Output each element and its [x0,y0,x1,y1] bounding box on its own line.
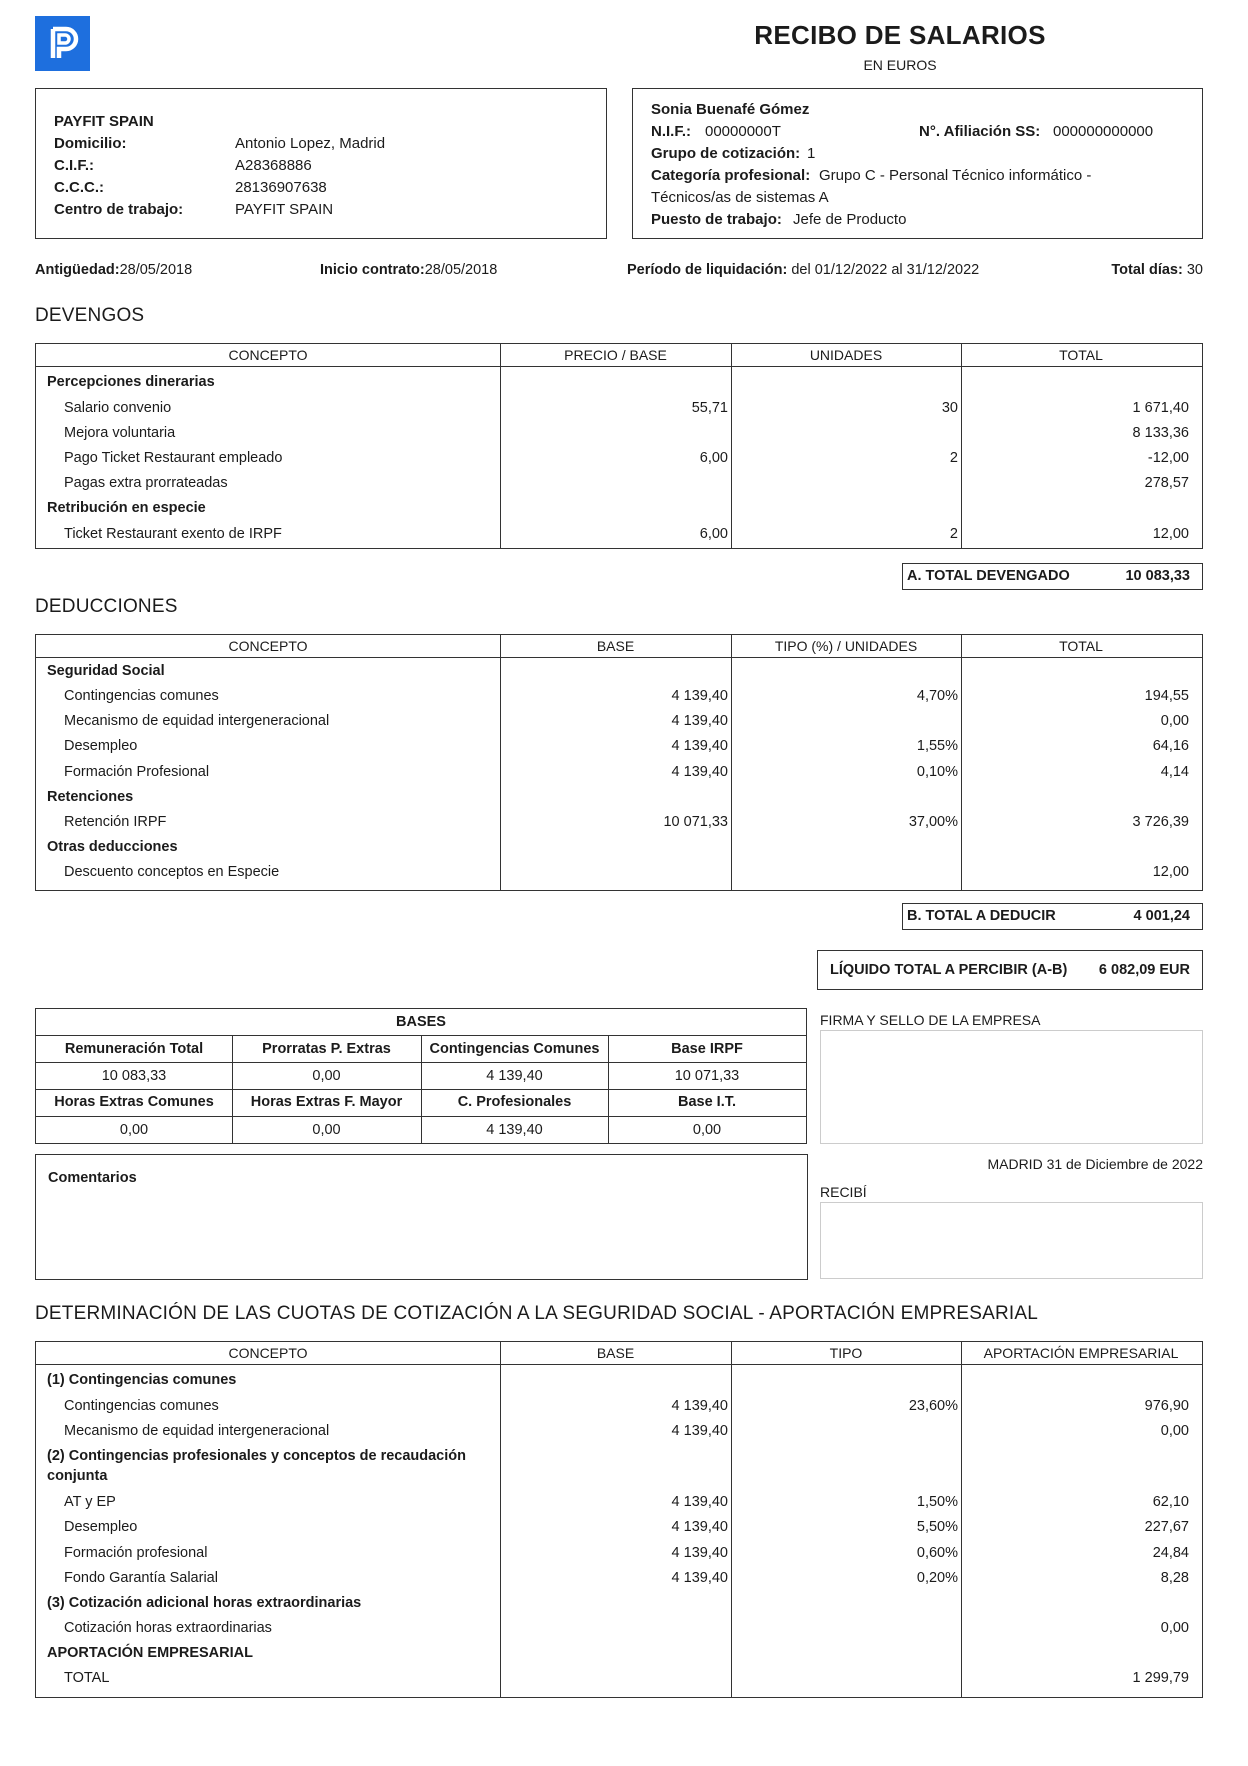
bases-table [35,1008,807,1144]
devengos-row [36,523,1202,545]
employee-puesto-label: Puesto de trabajo: [651,211,782,228]
cotizacion-row [36,1465,1202,1487]
devengos-row [36,371,1202,393]
deducciones-base: 4 139,40 [671,688,728,704]
employee-puesto-value: Jefe de Producto [793,211,907,228]
cotizacion-total: 24,84 [1152,1545,1189,1561]
deducciones-header-0: CONCEPTO [228,638,308,654]
antiguedad-value: 28/05/2018 [119,262,193,278]
cotizacion-row [36,1667,1202,1689]
comentarios-label: Comentarios [48,1170,137,1186]
cotizacion-concepto: APORTACIÓN EMPRESARIAL [47,1645,253,1661]
bases-header-profesionales: C. Profesionales [457,1094,572,1110]
liquido-label: LÍQUIDO TOTAL A PERCIBIR (A-B) [830,962,1068,978]
bases-value-irpf: 10 071,33 [674,1068,740,1084]
cotizacion-row [36,1642,1202,1664]
employee-categoria-label: Categoría profesional: [651,167,811,184]
cotizacion-row [36,1445,1202,1467]
cotizacion-table [35,1341,1203,1698]
employee-nif-value: 00000000T [705,123,781,140]
inicio-contrato [320,262,497,278]
devengos-total: 12,00 [1152,526,1189,542]
total-devengado-label: A. TOTAL DEVENGADO [907,568,1070,584]
recibi-signature-area [820,1202,1203,1279]
inicio-contrato-label: Inicio contrato: [320,262,425,278]
devengos-row [36,472,1202,494]
cotizacion-row [36,1395,1202,1417]
payfit-logo-icon [35,16,90,71]
bases-value-prorratas: 0,00 [312,1068,341,1084]
employee-afiliacion-label: N°. Afiliación SS: [919,123,1041,140]
payfit-logo [35,16,90,71]
cotizacion-base: 4 139,40 [671,1494,728,1510]
cotizacion-total: 1 299,79 [1132,1670,1189,1686]
bases-title: BASES [396,1014,446,1030]
cotizacion-title: DETERMINACIÓN DE LAS CUOTAS DE COTIZACIÓN A LA SEGURIDAD SOCIAL - APORTACIÓN EMPRESARIAL [35,1303,1038,1324]
deducciones-row [36,735,1202,757]
devengos-title: DEVENGOS [35,305,145,326]
devengos-header-3: TOTAL [1059,347,1103,363]
cotizacion-base: 4 139,40 [671,1423,728,1439]
bases-header-horas-comunes: Horas Extras Comunes [54,1094,214,1110]
total-dias-label: Total días: [1111,262,1183,278]
company-cif-value: A28368886 [235,157,312,174]
cotizacion-concepto: Mecanismo de equidad intergeneracional [64,1423,330,1439]
deducciones-total: 64,16 [1152,738,1189,754]
deducciones-tipo: 37,00% [908,814,958,830]
cotizacion-row [36,1592,1202,1614]
devengos-concepto: Percepciones dinerarias [47,374,215,390]
cotizacion-header-1: BASE [596,1345,635,1361]
deducciones-tipo: 0,10% [916,764,958,780]
devengos-concepto: Pagas extra prorrateadas [64,475,228,491]
devengos-unidades: 2 [949,450,958,466]
bases-header-prorratas: Prorratas P. Extras [262,1041,391,1057]
cotizacion-tipo: 0,60% [916,1545,958,1561]
devengos-row [36,497,1202,519]
deducciones-header-1: BASE [596,638,635,654]
deducciones-row [36,710,1202,732]
periodo-label: Período de liquidación: [627,262,788,278]
total-deducir-label: B. TOTAL A DEDUCIR [907,908,1056,924]
periodo-liquidacion [627,262,979,278]
deducciones-base: 10 071,33 [663,814,728,830]
comentarios-box [35,1154,808,1280]
inicio-contrato-value: 28/05/2018 [424,262,498,278]
cotizacion-concepto: (2) Contingencias profesionales y conceptos de recaudación [47,1448,466,1464]
cotizacion-total: 0,00 [1160,1620,1189,1636]
employee-categoria-value-line2: Técnicos/as de sistemas A [651,189,829,206]
total-deducir-value: 4 001,24 [1133,908,1190,924]
deducciones-row [36,836,1202,858]
bases-header-remuneracion: Remuneración Total [64,1041,204,1057]
cotizacion-concepto: Desempleo [64,1519,138,1535]
deducciones-concepto: Seguridad Social [47,663,165,679]
cotizacion-row [36,1369,1202,1391]
deducciones-concepto: Mecanismo de equidad intergeneracional [64,713,330,729]
cotizacion-concepto: Contingencias comunes [64,1398,219,1414]
cotizacion-total: 976,90 [1144,1398,1189,1414]
recibi-label: RECIBÍ [820,1184,867,1200]
deducciones-total: 3 726,39 [1132,814,1189,830]
bases-value-horas-comunes: 0,00 [119,1122,149,1138]
employee-afiliacion-value: 000000000000 [1053,123,1154,140]
cotizacion-header-3: APORTACIÓN EMPRESARIAL [983,1345,1179,1361]
cotizacion-base: 4 139,40 [671,1519,728,1535]
total-dias [1111,262,1203,278]
devengos-total: 8 133,36 [1132,425,1189,441]
cotizacion-header-2: TIPO [829,1345,863,1361]
document-title: RECIBO DE SALARIOS [754,20,1046,50]
deducciones-concepto: Formación Profesional [64,764,210,780]
devengos-total: -12,00 [1147,450,1189,466]
devengos-concepto: Pago Ticket Restaurant empleado [64,450,283,466]
deducciones-row [36,861,1202,883]
antiguedad-label: Antigüedad: [35,262,120,278]
devengos-concepto: Ticket Restaurant exento de IRPF [64,526,282,542]
devengos-concepto: Salario convenio [64,400,172,416]
devengos-header-1: PRECIO / BASE [564,347,667,363]
employee-box [632,88,1203,239]
devengos-header-0: CONCEPTO [228,347,308,363]
bases-value-it: 0,00 [692,1122,722,1138]
cotizacion-total: 62,10 [1152,1494,1189,1510]
cotizacion-concepto: (1) Contingencias comunes [47,1372,237,1388]
cotizacion-total: 8,28 [1160,1570,1189,1586]
devengos-concepto: Mejora voluntaria [64,425,176,441]
devengos-row [36,397,1202,419]
employee-nif-label: N.I.F.: [651,123,691,140]
cotizacion-header-0: CONCEPTO [228,1345,308,1361]
company-cif-label: C.I.F.: [54,157,94,174]
cotizacion-total: 0,00 [1160,1423,1189,1439]
company-centro-value: PAYFIT SPAIN [235,201,334,218]
deducciones-row [36,685,1202,707]
cotizacion-concepto: AT y EP [64,1494,116,1510]
firma-fecha: MADRID 31 de Diciembre de 2022 [987,1156,1203,1172]
company-domicilio-value: Antonio Lopez, Madrid [235,135,386,152]
cotizacion-concepto: TOTAL [64,1670,110,1686]
document-subtitle: EN EUROS [863,57,937,73]
company-name: PAYFIT SPAIN [54,113,154,130]
cotizacion-row [36,1420,1202,1442]
devengos-unidades: 2 [949,526,958,542]
deducciones-tipo: 1,55% [916,738,958,754]
company-ccc-label: C.C.C.: [54,179,104,196]
cotizacion-concepto: conjunta [47,1468,108,1484]
devengos-total: 1 671,40 [1132,400,1189,416]
employee-grupo-value: 1 [807,145,816,162]
company-domicilio-label: Domicilio: [54,135,127,152]
deducciones-header-row [36,635,1202,658]
deducciones-base: 4 139,40 [671,738,728,754]
devengos-concepto: Retribución en especie [47,500,206,516]
liquido-box [817,950,1203,990]
bases-value-horas-mayor: 0,00 [312,1122,341,1138]
firma-signature-area [820,1030,1203,1144]
antiguedad [35,262,192,278]
deducciones-base: 4 139,40 [671,764,728,780]
deducciones-header-2: TIPO (%) / UNIDADES [774,638,918,654]
devengos-table [35,343,1203,549]
deducciones-table [35,634,1203,891]
total-dias-value: 30 [1186,262,1203,278]
deducciones-concepto: Descuento conceptos en Especie [64,864,280,880]
bases-value-contingencias: 4 139,40 [486,1068,543,1084]
cotizacion-tipo: 23,60% [908,1398,958,1414]
total-devengado-box [902,563,1203,590]
employee-name: Sonia Buenafé Gómez [651,101,810,118]
devengos-row [36,422,1202,444]
cotizacion-total: 227,67 [1144,1519,1189,1535]
cotizacion-base: 4 139,40 [671,1545,728,1561]
deducciones-total: 0,00 [1160,713,1189,729]
deducciones-tipo: 4,70% [916,688,958,704]
cotizacion-base: 4 139,40 [671,1398,728,1414]
devengos-total: 278,57 [1144,475,1189,491]
deducciones-total: 194,55 [1144,688,1189,704]
bases-header-irpf: Base IRPF [671,1041,743,1057]
bases-header-it: Base I.T. [677,1094,737,1110]
bases-value-remuneracion: 10 083,33 [101,1068,167,1084]
cotizacion-concepto: Fondo Garantía Salarial [64,1570,218,1586]
employee-categoria-value: Grupo C - Personal Técnico informático - [819,167,1092,184]
deducciones-concepto: Desempleo [64,738,138,754]
cotizacion-concepto: (3) Cotización adicional horas extraordinarias [47,1595,362,1611]
deducciones-base: 4 139,40 [671,713,728,729]
deducciones-concepto: Contingencias comunes [64,688,219,704]
firma-label: FIRMA Y SELLO DE LA EMPRESA [820,1012,1041,1028]
cotizacion-row [36,1567,1202,1589]
deducciones-row [36,761,1202,783]
liquido-value: 6 082,09 EUR [1098,962,1190,978]
devengos-base: 6,00 [699,450,728,466]
bases-header-contingencias: Contingencias Comunes [429,1041,600,1057]
company-ccc-value: 28136907638 [235,179,327,196]
cotizacion-row [36,1516,1202,1538]
deducciones-concepto: Retención IRPF [64,814,167,830]
bases-header-horas-mayor: Horas Extras F. Mayor [250,1094,403,1110]
devengos-header-row [36,344,1202,367]
deducciones-total: 4,14 [1160,764,1189,780]
devengos-unidades: 30 [941,400,958,416]
cotizacion-row [36,1491,1202,1513]
total-devengado-value: 10 083,33 [1125,568,1190,584]
cotizacion-header-row [36,1342,1202,1365]
deducciones-row [36,786,1202,808]
deducciones-concepto: Retenciones [47,789,134,805]
cotizacion-base: 4 139,40 [671,1570,728,1586]
cotizacion-concepto: Cotización horas extraordinarias [64,1620,272,1636]
deducciones-title: DEDUCCIONES [35,596,178,617]
cotizacion-row [36,1617,1202,1639]
cotizacion-concepto: Formación profesional [64,1545,208,1561]
deducciones-total: 12,00 [1152,864,1189,880]
deducciones-row [36,660,1202,682]
devengos-base: 55,71 [691,400,728,416]
cotizacion-tipo: 5,50% [916,1519,958,1535]
total-deducir-box [902,903,1203,930]
company-box [35,88,607,239]
employee-grupo-label: Grupo de cotización: [651,145,801,162]
periodo-value: del 01/12/2022 al 31/12/2022 [791,262,980,278]
cotizacion-tipo: 1,50% [916,1494,958,1510]
deducciones-header-3: TOTAL [1059,638,1103,654]
devengos-base: 6,00 [699,526,728,542]
devengos-header-2: UNIDADES [809,347,883,363]
cotizacion-row [36,1542,1202,1564]
devengos-row [36,447,1202,469]
bases-value-profesionales: 4 139,40 [486,1122,543,1138]
deducciones-row [36,811,1202,833]
company-centro-label: Centro de trabajo: [54,201,184,218]
deducciones-concepto: Otras deducciones [47,839,178,855]
cotizacion-tipo: 0,20% [916,1570,958,1586]
